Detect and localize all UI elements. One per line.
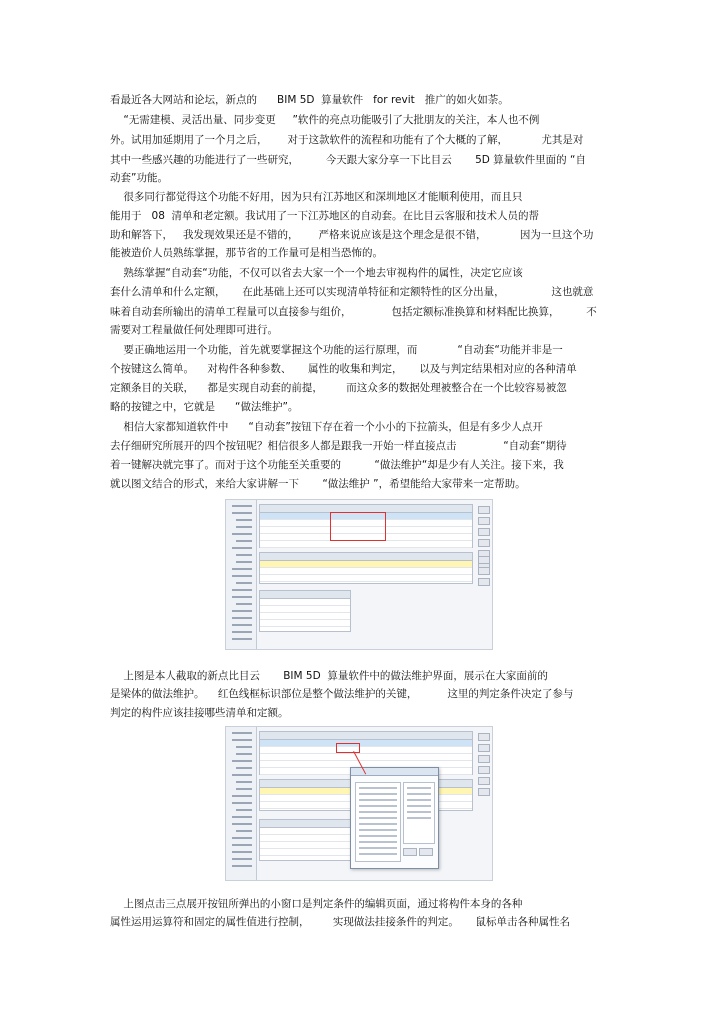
ok-button — [403, 848, 417, 856]
text-line: 略的按键之中，它就是 “做法维护”。 — [110, 401, 299, 413]
text-line: 定额条目的关联， 都是实现自动套的前提， 而这众多的数据处理被整合在一个比较容易被忽 — [110, 382, 567, 394]
side-buttons — [478, 556, 490, 589]
value-list — [403, 782, 435, 844]
screenshot-practice-maintenance — [225, 499, 493, 650]
cancel-button — [419, 848, 433, 856]
text-line: 判定的构件应该挂接哪些清单和定额。 — [110, 707, 289, 719]
property-grid — [259, 590, 351, 632]
text-line: 上图是本人截取的新点比目云 BIM 5D 算量软件中的做法维护界面，展示在大家面前的 — [110, 670, 548, 682]
side-buttons — [478, 733, 490, 799]
text-line: 能用于 08 清单和老定额。我试用了一下江苏地区的自动套。在比目云客服和技术人员的帮 — [110, 210, 540, 222]
screenshot-condition-editor — [225, 726, 493, 881]
property-grid — [259, 819, 351, 861]
text-line: 看最近各大网站和论坛，新点的 BIM 5D 算量软件 for revit 推广的如火如荼。 — [110, 94, 509, 106]
text-line: 个按键这么简单。 对构件各种参数、 属性的收集和判定， 以及与判定结果相对应的各种清单 — [110, 363, 577, 375]
text-line: 相信大家都知道软件中 “自动套”按钮下存在着一个小小的下拉箭头，但是有多少人点开 — [110, 421, 543, 433]
quota-grid — [259, 552, 473, 584]
text-line: 其中一些感兴趣的功能进行了一些研究， 今天跟大家分享一下比目云 5D 算量软件里面的 “自 — [110, 154, 586, 166]
text-line: 套什么清单和什么定额， 在此基础上还可以实现清单特征和定额特性的区分出量， 这也就意 — [110, 286, 594, 298]
text-line: 着一键解决就完事了。而对于这个功能至关重要的 “做法维护“却是少有人关注。接下来，我 — [110, 459, 564, 471]
text-line: 是梁体的做法维护。 红色线框标识部位是整个做法维护的关键， 这里的判定条件决定了参与 — [110, 688, 574, 700]
text-line: 要正确地运用一个功能，首先就要掌握这个功能的运行原理，而 “自动套“功能并非是一 — [110, 344, 563, 356]
text-line: 外。试用加延期用了一个月之后， 对于这款软件的流程和功能有了个大概的了解， 尤其是对 — [110, 134, 584, 146]
text-line: 味着自动套所输出的清单工程量可以直接参与组价， 包括定额标准换算和材料配比换算， 不 — [110, 306, 597, 318]
text-line: 很多同行都觉得这个功能不好用，因为只有江苏地区和深圳地区才能顺利使用，而且只 — [110, 191, 523, 203]
component-tree — [226, 727, 257, 880]
ellipsis-button-highlight — [336, 743, 360, 753]
text-line: 就以图文结合的形式，来给大家讲解一下 “做法维护 ”，希望能给大家带来一定帮助。 — [110, 478, 526, 490]
attribute-list — [355, 782, 401, 862]
text-line: “无需建模、灵活出量、同步变更 ”软件的亮点功能吸引了大批朋友的关注，本人也不例 — [110, 114, 540, 126]
text-line: 属性运用运算符和固定的属性值进行控制， 实现做法挂接条件的判定。 鼠标单击各种属性名 — [110, 916, 571, 928]
text-line: 上图点击三点展开按钮所弹出的小窗口是判定条件的编辑页面，通过将构件本身的各种 — [110, 898, 523, 910]
judgement-condition-highlight — [330, 512, 386, 541]
text-line: 去仔细研究所展开的四个按钮呢？相信很多人都是跟我一开始一样直接点击 “自动套“期待 — [110, 440, 567, 452]
text-line: 动套”功能。 — [110, 172, 168, 184]
condition-editor-dialog — [350, 767, 439, 869]
component-tree — [226, 500, 257, 649]
text-line: 需要对工程量做任何处理即可进行。 — [110, 324, 278, 336]
text-line: 熟练掌握“自动套“功能，不仅可以省去大家一个一个地去审视构件的属性，决定它应该 — [110, 267, 523, 279]
text-line: 助和解答下， 我发现效果还是不错的， 严格来说应该是这个理念是很不错， 因为一旦这个功 — [110, 229, 594, 241]
text-line: 能被造价人员熟练掌握，那节省的工作量可是相当恐怖的。 — [110, 247, 383, 259]
